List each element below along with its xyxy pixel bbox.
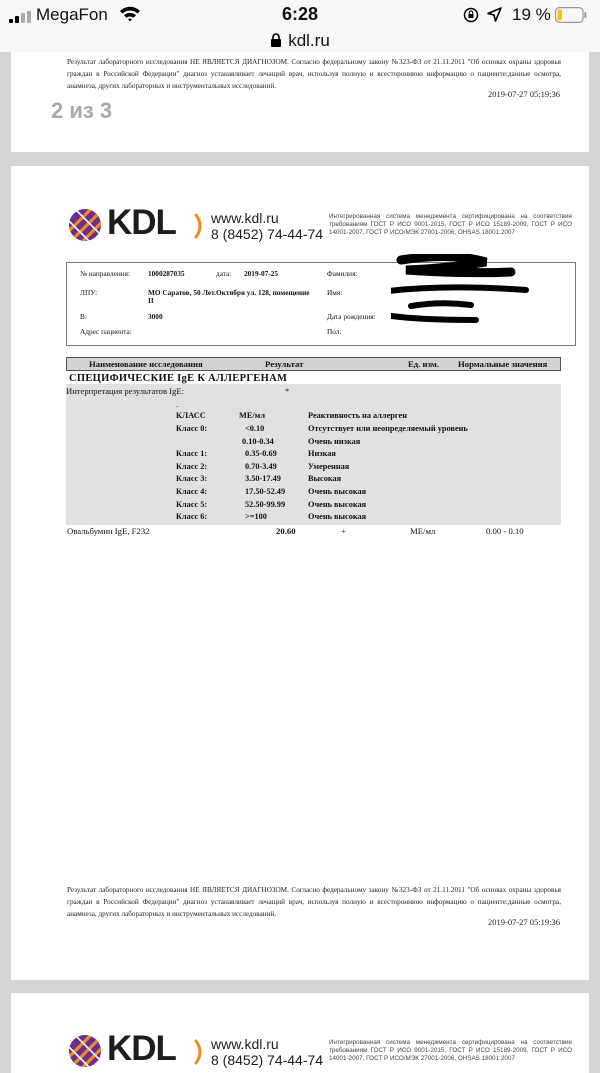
class-header-reactivity: Реактивность на аллерген (308, 411, 408, 420)
surname-label: Фамилия: (327, 269, 358, 278)
rotation-lock-icon (463, 7, 479, 23)
certification-text: Интегрированная система менеджмента сертифицирована на соответствие требованиям ГОСТ Р ИСО 9001-2015, ГОСТ Р ИСО 15189-2009, ГОСТ Р ИСО 14001-2007, ГОСТ Р ИСО/МЭК 27001-2006, OHSAS 18001:2007 (329, 213, 572, 236)
class-range: 52.50-99.99 (245, 499, 286, 509)
battery-icon (555, 7, 587, 23)
url-bar[interactable] (0, 30, 600, 52)
referral-label: № направления: (80, 269, 131, 278)
page-counter: 2 из 3 (51, 98, 113, 123)
class-reactivity: Высокая (308, 474, 342, 484)
test-name: Овальбумин IgE, F232 (67, 526, 150, 536)
class-range: 0.70-3.49 (245, 461, 277, 471)
class-name: Класс 1: (176, 449, 208, 459)
referral-value: 1000287035 (148, 269, 185, 278)
name-label: Имя: (327, 288, 343, 297)
interpretation-dot: . (176, 399, 179, 409)
class-reactivity: Умеренная (308, 461, 350, 471)
v-label: В: (80, 312, 87, 321)
v-value: 3000 (148, 312, 163, 321)
class-reactivity: Очень высокая (308, 499, 367, 509)
section-title: СПЕЦИФИЧЕСКИЕ IgE К АЛЛЕРГЕНАМ (69, 373, 288, 384)
kdl-logo-emblem (67, 1033, 103, 1069)
class-range: 0.35-0.69 (245, 449, 277, 459)
class-header-class: КЛАСС (176, 411, 206, 420)
interpretation-star: * (285, 386, 290, 396)
lpu-value-line2: II (148, 296, 154, 305)
class-range: 3.50-17.49 (245, 474, 281, 484)
test-normal: 0.00 - 0.10 (486, 526, 524, 536)
battery-percent: 19 % (512, 5, 551, 24)
redaction-scribble (391, 254, 541, 336)
class-name: Класс 2: (176, 461, 208, 471)
interpretation-label: Интерпретация результатов IgE: (66, 386, 184, 396)
document-page-1 (11, 52, 589, 152)
disclaimer-text: Результат лабораторного исследования НЕ ЯВЛЯЕТСЯ ДИАГНОЗОМ. Согласно федеральному закону №323-ФЗ от 21.11.2011 "Об основах охраны здоровья граждан в Российской Федерации" диагноз устанавливает лечащий врач, используя полную и всестороннюю информацию о пациенте:данные осмотра, анамнеза, других лабораторных и инструментальных исследований. (67, 58, 561, 90)
phone-number[interactable]: 8 (8452) 74-44-74 (211, 1052, 324, 1068)
class-name: Класс 3: (176, 474, 208, 484)
class-reactivity: Очень высокая (308, 512, 367, 522)
kdl-brand: KDL (107, 203, 176, 242)
birth-label: Дата рождения: (327, 312, 376, 321)
column-name: Наименование исследования (89, 359, 203, 369)
clock: 6:28 (281, 4, 319, 24)
document-page-3 (11, 993, 589, 1073)
class-name: Класс 4: (176, 487, 208, 496)
status-bar (0, 0, 600, 30)
class-reactivity: Отсутствует или неопределяемый уровень (308, 424, 468, 433)
print-timestamp: 2019-07-27 05:19:36 (487, 89, 560, 99)
certification-text: Интегрированная система менеджмента сертифицирована на соответствие требованиям ГОСТ Р ИСО 9001-2015, ГОСТ Р ИСО 15189-2009, ГОСТ Р ИСО 14001-2007, ГОСТ Р ИСО/МЭК 27001-2006, OHSAS 18001:2007 (329, 1039, 572, 1062)
date-label: дата: (216, 269, 232, 278)
sex-label: Пол: (327, 327, 342, 336)
class-reactivity: Очень низкая (308, 436, 361, 446)
disclaimer-text: Результат лабораторного исследования НЕ ЯВЛЯЕТСЯ ДИАГНОЗОМ. Согласно федеральному закону №323-ФЗ от 21.11.2011 "Об основах охраны здоровья граждан в Российской Федерации" диагноз устанавливает лечащий врач, используя полную и всестороннюю информацию о пациенте:данные осмотра, анамнеза, других лабораторных и инструментальных исследований. (67, 886, 561, 918)
column-result: Результат (265, 359, 304, 369)
results-table-header (66, 357, 561, 371)
site-link[interactable]: www.kdl.ru (211, 1036, 279, 1052)
table-row (66, 525, 561, 538)
class-range: <0.10 (245, 424, 265, 433)
class-reactivity: Очень высокая (308, 487, 367, 496)
date-value: 2019-07-25 (244, 269, 279, 278)
kdl-brand: KDL (107, 1029, 176, 1068)
chevron-right-icon (194, 213, 206, 239)
phone-number[interactable]: 8 (8452) 74-44-74 (211, 226, 324, 242)
contact-block (211, 210, 323, 242)
document-page-2 (11, 166, 589, 980)
carrier-name: MegaFon (36, 5, 108, 24)
location-icon (487, 7, 502, 22)
column-unit: Ед. изм. (408, 359, 439, 369)
class-range: 0.10-0.34 (242, 436, 274, 446)
print-timestamp: 2019-07-27 05:19:36 (487, 917, 560, 927)
chevron-right-icon (194, 1039, 206, 1065)
class-range: 17.50-52.49 (245, 487, 286, 496)
kdl-logo-emblem (67, 207, 103, 243)
lock-icon (270, 33, 282, 47)
class-name: Класс 6: (176, 512, 208, 522)
lpu-value: МО Саратов, 50 Лет.Октября ул. 128, помещение (148, 288, 310, 297)
kdl-logo (67, 203, 187, 243)
class-reactivity: Низкая (308, 449, 336, 459)
address-label: Адрес пациента: (80, 327, 132, 336)
test-unit: МЕ/мл (410, 526, 436, 536)
contact-block (211, 1036, 323, 1068)
class-header-unit: МЕ/мл (239, 411, 265, 420)
class-range: >=100 (245, 512, 267, 522)
test-result: 20.60 (276, 526, 296, 536)
test-flag: + (341, 526, 346, 536)
class-name: Класс 5: (176, 499, 208, 509)
column-normal: Нормальные значения (458, 359, 548, 369)
class-name: Класс 0: (176, 424, 208, 433)
kdl-logo (67, 1029, 187, 1069)
lpu-label: ЛПУ: (80, 288, 98, 297)
site-link[interactable]: www.kdl.ru (211, 210, 279, 226)
url-domain: kdl.ru (288, 31, 330, 50)
